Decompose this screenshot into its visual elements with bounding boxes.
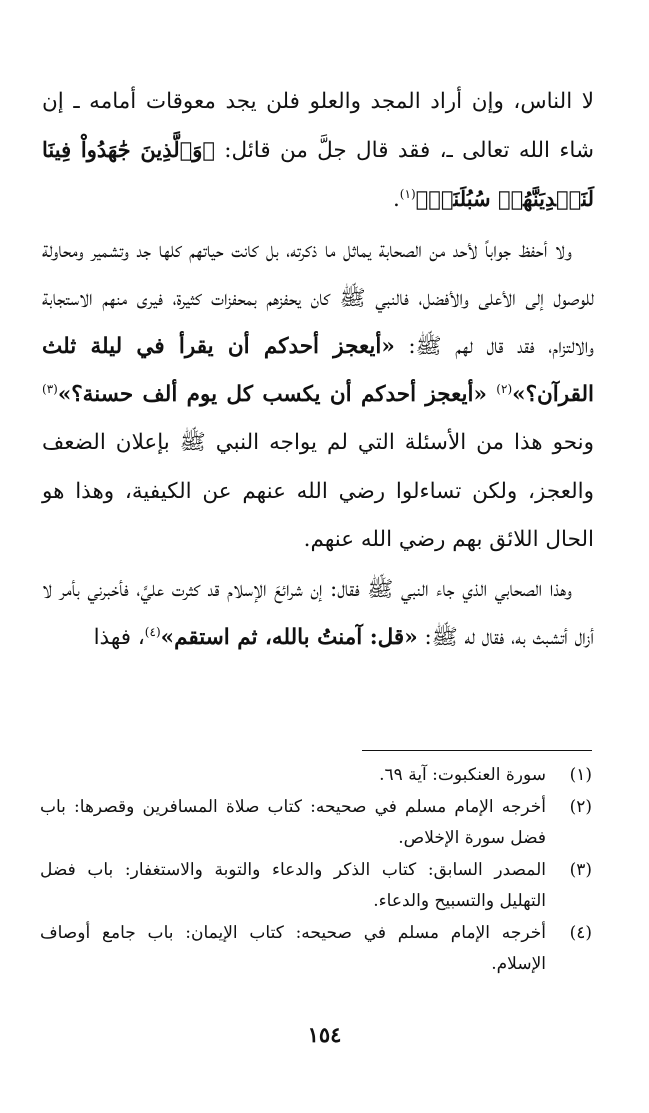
footnote-number: (٢): [569, 796, 592, 817]
footnote-item: [40, 918, 592, 981]
footnote-text: أخرجه الإمام مسلم في صحيحه: كتاب صلاة المسافرين وقصرها: باب فضل سورة الإخلاص.: [40, 796, 546, 848]
quran-verse: ﴿وَٱلَّذِينَ جَٰهَدُواْ فِينَا لَنَهۡدِيَنَّهُمۡ سُبُلَنَاۚ﴾: [42, 137, 594, 212]
footnote-ref-1[interactable]: (١): [399, 187, 416, 202]
footnote-ref-2[interactable]: (٢): [496, 382, 513, 397]
footnote-divider: [362, 750, 592, 751]
footnote-text: أخرجه الإمام مسلم في صحيحه: كتاب الإيمان: باب جامع أوصاف الإسلام.: [40, 922, 546, 974]
hadith-quote-1: «أيعجز أحدكم أن يقرأ في ليلة ثلث القرآن؟»: [42, 334, 594, 408]
footnote-item: [40, 792, 592, 855]
footnote-text: المصدر السابق: كتاب الذكر والدعاء والتوبة والاستغفار: باب فضل التهليل والتسبيح والدعاء.: [40, 859, 546, 911]
paragraph-1-text: لا الناس، وإن أراد المجد والعلو فلن يجد معوقات أمامه ـ إن شاء الله تعالى ـ، فقد قال جلَّ من قائل:: [42, 89, 594, 164]
page-number: ١٥٤: [307, 1022, 342, 1047]
paragraph-3: [42, 566, 594, 662]
paragraph-2: [42, 227, 594, 564]
paragraph-2-text-a: ولا أحفظ جواباً لأحد من الصحابة يماثل ما ذكرته، بل كانت حياتهم كلها جد وتشمير ومحاولة للوصول إلى الأعلى والأفضل، فالنبي ﷺ كان يحفزهم بمحفزات كثيرة، فيرى منهم الاستجابة والالتزام، فقد قال لهم ﷺ:: [42, 237, 594, 360]
footnote-item: [40, 855, 592, 918]
footnote-number: (٤): [569, 922, 592, 943]
paragraph-2-text-b: ونحو هذا من الأسئلة التي لم يواجه النبي ﷺ بإعلان الضعف والعجز، ولكن تساءلوا رضي الله عنهم عن الكيفية، وهذا هو الحال اللائق بهم رضي الله عنهم.: [42, 430, 594, 552]
footnote-number: (١): [569, 765, 592, 785]
footnotes-list: [40, 760, 592, 981]
paragraph-3-text-a: وهذا الصحابي الذي جاء النبي ﷺ فقال: إن شرائعَ الإسلام قد كثرت عليَّ، فأخبرني بأمر لا أزال أتشبث به، فقال له ﷺ:: [42, 577, 594, 651]
footnote-item: [40, 760, 592, 792]
footnote-ref-4[interactable]: (٤): [144, 625, 161, 640]
hadith-quote-2: «أيعجز أحدكم أن يكسب كل يوم ألف حسنة؟»: [57, 382, 497, 408]
hadith-quote-3: «قل: آمنتُ بالله، ثم استقم»: [160, 625, 418, 651]
footnote-text: سورة العنكبوت: آية ٦٩.: [379, 765, 546, 785]
footnote-ref-3[interactable]: (٣): [42, 382, 58, 397]
paragraph-3-text-b: ، فهذا: [93, 625, 145, 651]
paragraph-1: [42, 78, 594, 225]
main-text: [42, 78, 594, 662]
footnote-number: (٣): [569, 859, 592, 880]
paragraph-1-end: .: [392, 187, 400, 213]
